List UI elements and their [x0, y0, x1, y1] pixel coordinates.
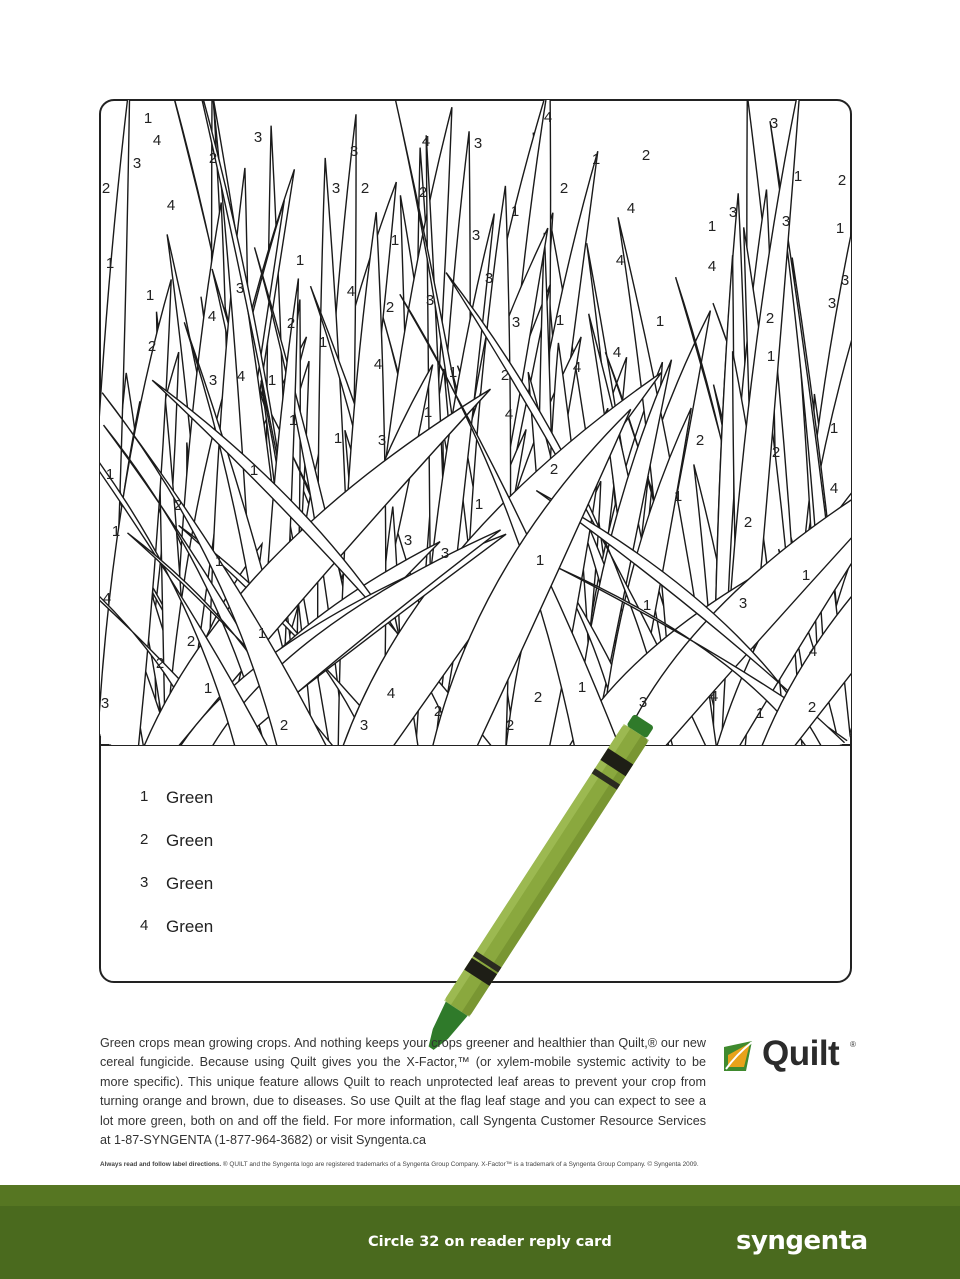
grass-number-label: 1 — [318, 334, 328, 351]
grass-number-label: 3 — [840, 272, 850, 289]
grass-number-label: 3 — [425, 292, 435, 309]
grass-number-label: 1 — [295, 252, 305, 269]
legend-number: 2 — [140, 831, 149, 848]
grass-number-label: 3 — [728, 204, 738, 221]
legend-row-1 — [140, 788, 213, 808]
grass-number-label: 2 — [500, 367, 510, 384]
grass-number-label: 1 — [143, 110, 153, 127]
grass-number-label: 1 — [333, 430, 343, 447]
grass-number-label: 2 — [743, 514, 753, 531]
grass-number-label: 2 — [695, 432, 705, 449]
legal-rest: ® QUILT and the Syngenta logo are registered trademarks of a Syngenta Group Company. X-Factor™ is a trademark of a Syngenta Group Company. © Syngenta 2009. — [221, 1161, 699, 1168]
grass-number-label: 1 — [510, 203, 520, 220]
footer-band — [0, 1185, 960, 1206]
grass-number-label: 4 — [207, 308, 217, 325]
grass-number-label: 2 — [147, 338, 157, 355]
grass-number-label: 1 — [673, 488, 683, 505]
legend-color-name: Green — [166, 917, 214, 936]
grass-number-label: 1 — [145, 287, 155, 304]
ad-body-copy: Green crops mean growing crops. And nothing keeps your crops greener and healthier than Quilt,® our new cereal fungicide. Because using Quilt gives you the X-Factor,™ (or xylem-mobile systemic activity to be more specific). This unique feature allows Quilt to reach unprotected leaf areas to prevent your crop from turning orange and brown, due to diseases. So use Quilt at the flag leaf stage and you can expect to see a lot more green, both on and off the field. For more information, call Syngenta Customer Resource Services at 1-87-SYNGENTA (1-877-964-3682) or visit Syngenta.ca — [100, 1036, 706, 1148]
grass-number-label: 3 — [738, 595, 748, 612]
grass-number-label: 2 — [807, 699, 817, 716]
grass-number-label: 3 — [377, 432, 387, 449]
grass-number-label: 4 — [612, 344, 622, 361]
grass-number-label: 2 — [505, 717, 515, 734]
grass-number-label: 2 — [641, 147, 651, 164]
grass-number-label: 3 — [471, 227, 481, 244]
grass-number-label: 3 — [638, 694, 648, 711]
grass-number-label: 3 — [235, 280, 245, 297]
grass-number-label: 1 — [249, 462, 259, 479]
grass-number-label: 1 — [591, 151, 601, 168]
grass-number-label: 4 — [615, 252, 625, 269]
grass-number-label: 3 — [403, 532, 413, 549]
grass-number-label: 1 — [829, 420, 839, 437]
grass-number-label: 1 — [835, 220, 845, 237]
grass-number-label: 4 — [829, 480, 839, 497]
grass-number-label: 4 — [626, 200, 636, 217]
grass-number-label: 1 — [288, 412, 298, 429]
grass-number-label: 1 — [111, 523, 121, 540]
legend-number: 4 — [140, 917, 149, 934]
legend-row-3 — [140, 874, 213, 894]
syngenta-logo: syngenta — [736, 1226, 868, 1256]
grass-number-label: 4 — [386, 685, 396, 702]
grass-number-label: 3 — [100, 695, 110, 712]
grass-number-label: 1 — [214, 553, 224, 570]
grass-number-label: 1 — [257, 625, 267, 642]
legend-row-4 — [140, 917, 213, 937]
grass-number-label: 1 — [793, 168, 803, 185]
grass-number-label: 4 — [152, 132, 162, 149]
grass-number-label: 1 — [555, 312, 565, 329]
legend-color-name: Green — [166, 874, 214, 893]
grass-number-label: 1 — [423, 404, 433, 421]
legal-disclaimer — [100, 1161, 860, 1168]
quilt-registered-mark: ® — [850, 1040, 856, 1049]
grass-number-label: 1 — [535, 552, 545, 569]
grass-number-label: 3 — [440, 545, 450, 562]
grass-number-label: 3 — [132, 155, 142, 172]
grass-number-label: 3 — [208, 372, 218, 389]
grass-number-label: 3 — [769, 115, 779, 132]
grass-number-label: 2 — [186, 633, 196, 650]
quilt-logo-text: Quilt — [762, 1034, 840, 1073]
legend-number: 1 — [140, 788, 149, 805]
grass-number-label: 3 — [349, 143, 359, 160]
grass-number-label: 2 — [208, 150, 218, 167]
grass-number-label: 4 — [572, 359, 582, 376]
grass-number-label: 2 — [837, 172, 847, 189]
grass-number-label: 3 — [253, 129, 263, 146]
grass-number-label: 2 — [101, 180, 111, 197]
grass-number-label: 3 — [359, 717, 369, 734]
grass-number-label: 4 — [808, 643, 818, 660]
grass-number-label: 1 — [801, 567, 811, 584]
grass-number-label: 4 — [373, 356, 383, 373]
grass-number-label: 4 — [346, 283, 356, 300]
grass-number-label: 4 — [504, 406, 514, 423]
grass-number-label: 2 — [771, 444, 781, 461]
grass-number-label: 2 — [559, 180, 569, 197]
grass-number-label: 2 — [279, 717, 289, 734]
legend-color-name: Green — [166, 831, 214, 850]
grass-number-label: 4 — [421, 133, 431, 150]
grass-number-label: 1 — [390, 232, 400, 249]
grass-number-label: 3 — [484, 270, 494, 287]
grass-number-label: 1 — [105, 255, 115, 272]
grass-number-label: 4 — [709, 688, 719, 705]
grass-number-label: 2 — [385, 299, 395, 316]
legend-row-2 — [140, 831, 213, 851]
grass-number-label: 1 — [105, 466, 115, 483]
legend-number: 3 — [140, 874, 149, 891]
legal-bold: Always read and follow label directions. — [100, 1161, 222, 1168]
grass-number-label: 1 — [203, 680, 213, 697]
grass-number-label: 4 — [102, 590, 112, 607]
grass-number-label: 1 — [474, 496, 484, 513]
grass-number-label: 3 — [473, 135, 483, 152]
grass-number-label: 2 — [286, 315, 296, 332]
grass-number-label: 4 — [707, 258, 717, 275]
grass-number-label: 3 — [511, 314, 521, 331]
grass-number-label: 1 — [766, 348, 776, 365]
grass-number-label: 2 — [765, 310, 775, 327]
grass-number-label: 4 — [543, 109, 553, 126]
grass-number-label: 3 — [781, 213, 791, 230]
reader-reply-text: Circle 32 on reader reply card — [368, 1234, 612, 1250]
grass-number-label: 1 — [707, 218, 717, 235]
grass-number-label: 1 — [655, 313, 665, 330]
grass-number-label: 4 — [236, 368, 246, 385]
grass-number-label: 2 — [433, 703, 443, 720]
grass-number-label: 2 — [173, 497, 183, 514]
grass-number-label: 1 — [448, 364, 458, 381]
grass-number-label: 2 — [533, 689, 543, 706]
grass-number-label: 1 — [642, 597, 652, 614]
grass-number-label: 3 — [331, 180, 341, 197]
grass-number-label: 3 — [827, 295, 837, 312]
grass-number-label: 4 — [166, 197, 176, 214]
grass-number-label: 2 — [418, 184, 428, 201]
grass-number-label: 1 — [577, 679, 587, 696]
grass-number-label: 2 — [155, 655, 165, 672]
grass-number-label: 2 — [549, 461, 559, 478]
grass-number-label: 1 — [267, 372, 277, 389]
grass-number-label: 2 — [360, 180, 370, 197]
legend-color-name: Green — [166, 788, 214, 807]
grass-number-label: 1 — [755, 705, 765, 722]
